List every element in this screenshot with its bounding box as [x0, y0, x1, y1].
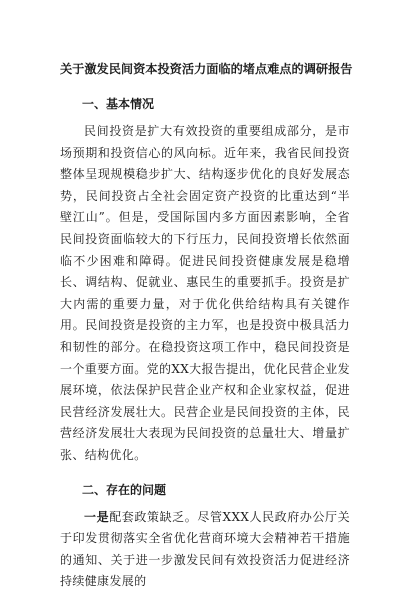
- paragraph-lead: 一是: [84, 509, 110, 524]
- section-heading-problems: 二、存在的问题: [82, 482, 167, 497]
- paragraph-text: 配套政策缺乏。尽管XXX人民政府办公厅关于印发贯彻落实全省优化营商环境大会精神若干措施的通知、关于进一步激发民间有效投资活力促进经济持续健康发展的: [60, 509, 350, 589]
- document-title: 关于激发民间资本投资活力面临的堵点难点的调研报告: [60, 62, 353, 76]
- section-heading-basic-situation: 一、基本情况: [82, 97, 155, 111]
- paragraph-basic-situation: [60, 121, 350, 467]
- paragraph-text: 民间投资是扩大有效投资的重要组成部分，是市场预期和投资信心的风向标。近年来，我省民间投资整体呈现规模稳步扩大、结构逐步优化的良好发展态势，民间投资占全社会固定资产投资的比重达到“半壁江山”。但是，受国际国内多方面因素影响，全省民间投资面临较大的下行压力，民间投资增长依然面临不少困难和障碍。促进民间投资健康发展是稳增长、调结构、促就业、惠民生的重要抓手。投资是扩大内需的重要力量，对于优化供给结构具有关键作用。民间投资是投资的主力军，也是投资中极具活力和韧性的部分。在稳投资这项工作中，稳民间投资是一个重要方面。党的XX大报告提出，优化民营企业发展环境，依法保护民营企业产权和企业家权益，促进民营经济发展壮大。民营企业是民间投资的主体，民营经济发展壮大表现为民间投资的总量壮大、增量扩张、结构优化。: [60, 124, 350, 462]
